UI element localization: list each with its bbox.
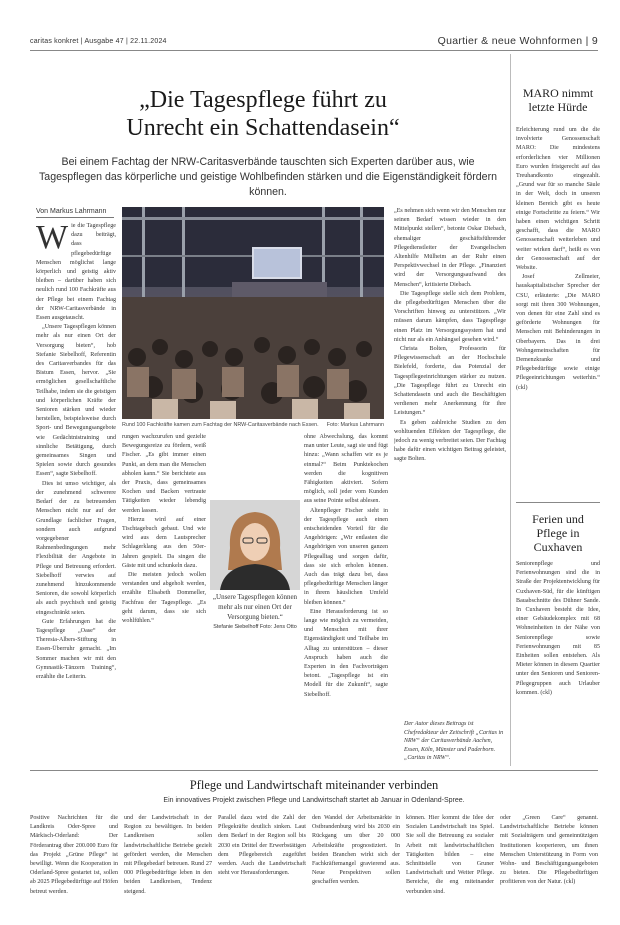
sidebar-story1-body	[516, 126, 600, 496]
paragraph: Altenpfleger Fischer sieht in der Tagespflege auch einen entscheidenden Vorteil für die Angehörigen: „Wir entlasten die Angehörigen von unseren ganzen Pflegealltag und sorgen dafür, dass sie sich erholen können. Auch das trägt dazu bei, dass pflegebedürftige Menschen länger in ihrem häuslichen Umfeld bleiben können.“	[304, 507, 388, 606]
paragraph: rungen wachzurufen und gezielte Bewegungsreize zu fördern, weiß Fischer. „Es gibt immer einen Punkt, an dem man die Menschen abholen kann.“ Sie berichtete aus der Praxis, dass gemeinsames Kochen und Backen vertraute Tätigkeiten wieder lebendig werden lassen.	[122, 434, 206, 514]
article-title: „Die Tagespflege führt zu Unrecht ein Schattendasein“	[126, 87, 400, 141]
paragraph: Die Tagespflege stelle sich dem Problem, die pflegebedürftigen Menschen über die Vorschriften hinweg zu unterstützen. „Wir müssen darum kämpfen, dass Tagespflege einen Platz im Versorgungssystem hat und nicht nur als ein Anhängsel gesehen wird.“	[394, 290, 506, 343]
byline: Von Markus Lahrmann	[36, 208, 114, 218]
paragraph: Dies ist umso wichtiger, als der zunehmend schwerere Bedarf der zu betreuenden Menschen nicht nur auf der Grundlage fachlicher Fragen, sondern auch aufgrund vorgegebener Rahmenbedingungen mehr Flexibilität der Angebote in Pflege und Betreuung erfordert. Siebelhoff verwies auf zunehmend hinzukommende Senioren, die sowohl körperlich als auch psychisch und geistig eingeschränkt seien.	[36, 480, 116, 616]
section2-column-3: Parallel dazu wird die Zahl der Pflegekräfte deutlich sinken. Laut dem Bedarf in der Region soll bis 2030 ein Drittel der Erwerbstätigen dem Pflegebereich zugeführt werden. Auch die Landwirtschaft steht vor Herausforderungen.	[218, 815, 306, 877]
paragraph: ie die Tagespflege dazu beiträgt, dass pflegebedürftige Menschen möglichst lange körperlich und geistig aktiv bleiben – darüber haben sich neulich rund 100 Fachkräfte aus der Pflege bei einem Fachtag der NRW-Caritasverbände in Essen ausgetauscht.	[36, 223, 116, 322]
paragraph: Seniorenpflege und Ferienwohnungen sind die in Straße der Projektentwicklung für Cuxhaven-Süd, für die künftigen Bauabschnitte des Dühner Sande. In Cuxhaven besteht die Idee, einer Gebäudekomplex mit 68 Wohneinheiten in der Nähe von Seniorenpflege sowie Ferienwohnungen mit 85 Einheiten sollen entstehen. Als Mieter können in diesem Quartier unter den Senioren und Senioren-Pflegegruppen auch Urlauber kommen. (ckl)	[516, 561, 600, 696]
sidebar-rule	[516, 502, 600, 503]
paragraph: Gute Erfahrungen hat die Tagespflege „Oase“ der Theresia-Albers-Stiftung in Essen-Überruhr gemacht. „Im Sommer machen wir mit den Gymnastik-Tänzern Training“, erzählte die Leiterin.	[36, 618, 116, 680]
paragraph: „Es nehmen sich wenn wir den Menschen nur seinen Bedarf wissen wieder in den Mittelpunkt stellen“, betonte Oskar Diebach, ehemaliger geschäftsführender Pflegedienstleiter der Evangelischen Altenhilfe Mülheim an der Ruhr einen Perspektivwechsel in der Pflege. „Finanziert wird der Versorgungsaufwand des Menschen“, kritisierte Diebach.	[394, 208, 506, 288]
section2-column-2: und der Landwirtschaft in der Region zu bewältigen. In beiden Landkreisen sollen landwirtschaftliche Betriebe gezielt gefördert werden, die Menschen mit Pflegebedarf betreuen. Rund 27 000 Pflegebedürftige leben in den beiden Landkreisen, Tendenz steigend.	[124, 815, 212, 895]
caption-text: Rund 100 Fachkräfte kamen zum Fachtag der NRW-Caritasverbände nach Essen.	[122, 422, 319, 428]
conference-photo	[122, 207, 384, 419]
paragraph: Josef Zellmeier, hauskapitalistischer Sprecher der CSU, erläuterte: „Die MARO sorgt mit ihren 300 Wohnungen, von denen für eine Zahl sind es geförderte Wohnungen für Menschen mit Behinderungen in Oberbayern. Das in drei Wohngemeinschaften für Demenzkranke und Pflegebedürftige sowie einige Pflegeeinrichtungen weiterhin.“ (ckl)	[516, 274, 600, 391]
quote-source: Stefanie Siebelhoff Foto: Jens Otto	[213, 624, 297, 630]
section2-subtitle: Ein innovatives Projekt zwischen Pflege und Landwirtschaft startet ab Januar in Odenland-Spree.	[163, 797, 465, 804]
pull-quote	[210, 592, 300, 631]
paragraph: Erleichterung rund um die die involvierte Genossenschaft MARO: Die mindestens erforderlichen vier Millionen Euro wurden fristgerecht auf das Treuhandkonto eingezahlt. „Grund war für so manche Säule in der Welt, doch in unseren kleinen Bereich gibt es heute einige Fortschritte zu feiern.“ Wir haben einen wichtigen Schritt geschafft, dass die MARO Genossenschaft weiterleben und weiter wirken darf“, heißt es von der Genossenschaft auf der Website.	[516, 127, 600, 272]
sidebar-story1-title: MARO nimmt letzte Hürde	[522, 86, 594, 114]
drop-cap: W	[36, 222, 69, 256]
section2-column-4: den Wandel der Arbeitsmärkte in Ostbrandenburg wird bis 2030 ein Rückgang um über 20 000 Arbeitskräfte prognostiziert. In beiden Branchen wirkt sich der Fachkräftemangel gravierend aus. Neue Perspektiven sollen geschaffen werden.	[312, 815, 400, 886]
article-column-2	[122, 433, 206, 761]
section2-column-5: können. Hier kommt die Idee der Sozialen Landwirtschaft ins Spiel. Sie soll die Betreuung zu sozialer Arbeit mit landwirtschaftlichen Tätigkeiten bilden – eine Schnittstelle von Gruner Landwirtschaft und Weiter Pflege. Bereiche, die eng miteinander verbunden sind.	[406, 815, 494, 895]
section2-title: Pflege und Landwirtschaft miteinander verbinden	[189, 778, 439, 792]
article-column-1	[36, 222, 116, 762]
paragraph: „Unsere Tagespflegen können mehr als nur einen Ort der Versorgung bieten“, hob Stefanie Siebelhoff, Referentin des Caritasverbandes für das Bistum Essen, hervor. „Sie ermöglichen gesellschaftliche Teilhabe, indem sie die geistigen und körperlichen Kräfte der Senioren stärken und wieder herstellen, beispielsweise durch Sport- und Bewegungsangebote wie Gedächtnistraining und sinnliche Betätigung, durch gemeinsames Singen und Spielen sowie durch gesundes Essen“, sagte Siebelhoff.	[36, 324, 116, 478]
section2-column-6: oder „Green Care“ genannt. Landwirtschaftliche Betriebe können mit Sozialträgern und gemeinnützigen Institutionen kooperieren, um ihnen Menschen Unterstützung in Form von Wohn- und Beschäftigungsangeboten zu bieten. Die Pflegebedürftigen profitieren von der Natur. (ckl)	[500, 815, 598, 886]
column-separator	[510, 54, 511, 766]
article-column-3	[304, 433, 388, 761]
photo-caption	[122, 422, 384, 428]
portrait-photo	[210, 500, 300, 590]
quote-text: „Unsere Tagespflegen können mehr als nur einen Ort der Versorgung bieten.“	[212, 593, 298, 621]
paragraph: ohne Abwechslung, das kommt man unter Leute, sagt sie und fügt hinzu: „Wann schaffen wir es je einmal?“ Beim Punktekochen werden die kognitiven Fähigkeiten aktiviert. Sofern möglich, soll jeder vom Kunden aus seine Pointe selbst ablesen.	[304, 434, 388, 505]
photo-credit: Foto: Markus Lahrmann	[326, 422, 384, 428]
photo-illustration	[122, 207, 384, 419]
author-info: Der Autor dieses Beitrags ist Chefredakteur der Zeitschrift „Caritas in NRW“ der Caritasverbände Aachen, Essen, Köln, Münster und Paderborn. „Caritas in NRW“.	[404, 721, 504, 762]
article-lede: Bei einem Fachtag der NRW-Caritasverbände tauschten sich Experten darüber aus, wie Tagespflegen das körperliche und geistige Wohlbefinden stärken und die Eigenständigkeit fördern können.	[39, 156, 497, 198]
paragraph: Es geben zahlreiche Studien zu den wohltuenden Effekten der Tagespflege, die jedoch zu wenig verbreitet seien. Der Fachtag habe dafür einen wichtigen Beitrag geleistet, sagte Bolten.	[394, 419, 506, 463]
section2-column-1: Positive Nachrichten für die Landkreis Oder-Spree und Märkisch-Oderland: Der Förderantrag über 200.000 Euro für das Projekt „Grüne Pflege“ ist bewilligt. Wenn die Kooperation in Oderland-Spree gestartet ist, sollen ab 2025 Pflegebedürftige auf Höfen betreut werden.	[30, 815, 118, 895]
paragraph: Christa Bolten, Professorin für Pflegewissenschaft an der Hochschule Bielefeld, forderte, das Potenzial der Tagespflegeeinrichtungen stärker zu nutzen. „Die Tagespflege führt zu Unrecht ein Schattendasein und auch die Beschäftigten verdienen mehr Anerkennung für ihre Leistungen.“	[394, 346, 506, 417]
issue-info: caritas konkret | Ausgabe 47 | 22.11.2024	[30, 38, 167, 45]
paragraph: Eine Herausforderung ist so lange wie möglich zu vermeiden, und Menschen mit ihrer Eigenständigkeit und Teilhabe im Alltag zu unterstützen – dieser Anspruch haben auch die Experten in den Fachvorträgen betont. „Tagespflege ist ein Modell für die Zukunft“, sagte Siebelhoff.	[304, 608, 388, 698]
portrait-illustration	[210, 500, 300, 590]
paragraph: Hierzu wird auf einer Tischtagebuch gebaut. Und wie wird aus dem Lautsprecher Schlagerklang aus den 50er-Jahren gespielt. Da singen die Gäste mit und schunkeln dazu.	[122, 516, 206, 569]
sidebar-story2-body	[516, 560, 600, 760]
header-rule	[30, 50, 598, 51]
paragraph: Die meisten jedoch wollen verstanden und abgeholt werden, erzählte Elisabeth Dommeller, Fachfrau der Tagespflege. „Es geht darum, dass sie sich wohlfühlen.“	[122, 572, 206, 625]
article-column-4	[394, 207, 506, 717]
section2-rule	[30, 770, 598, 771]
section-page-label: Quartier & neue Wohnformen | 9	[437, 35, 598, 47]
sidebar-story2-title: Ferien und Pflege in Cuxhaven	[532, 512, 584, 554]
